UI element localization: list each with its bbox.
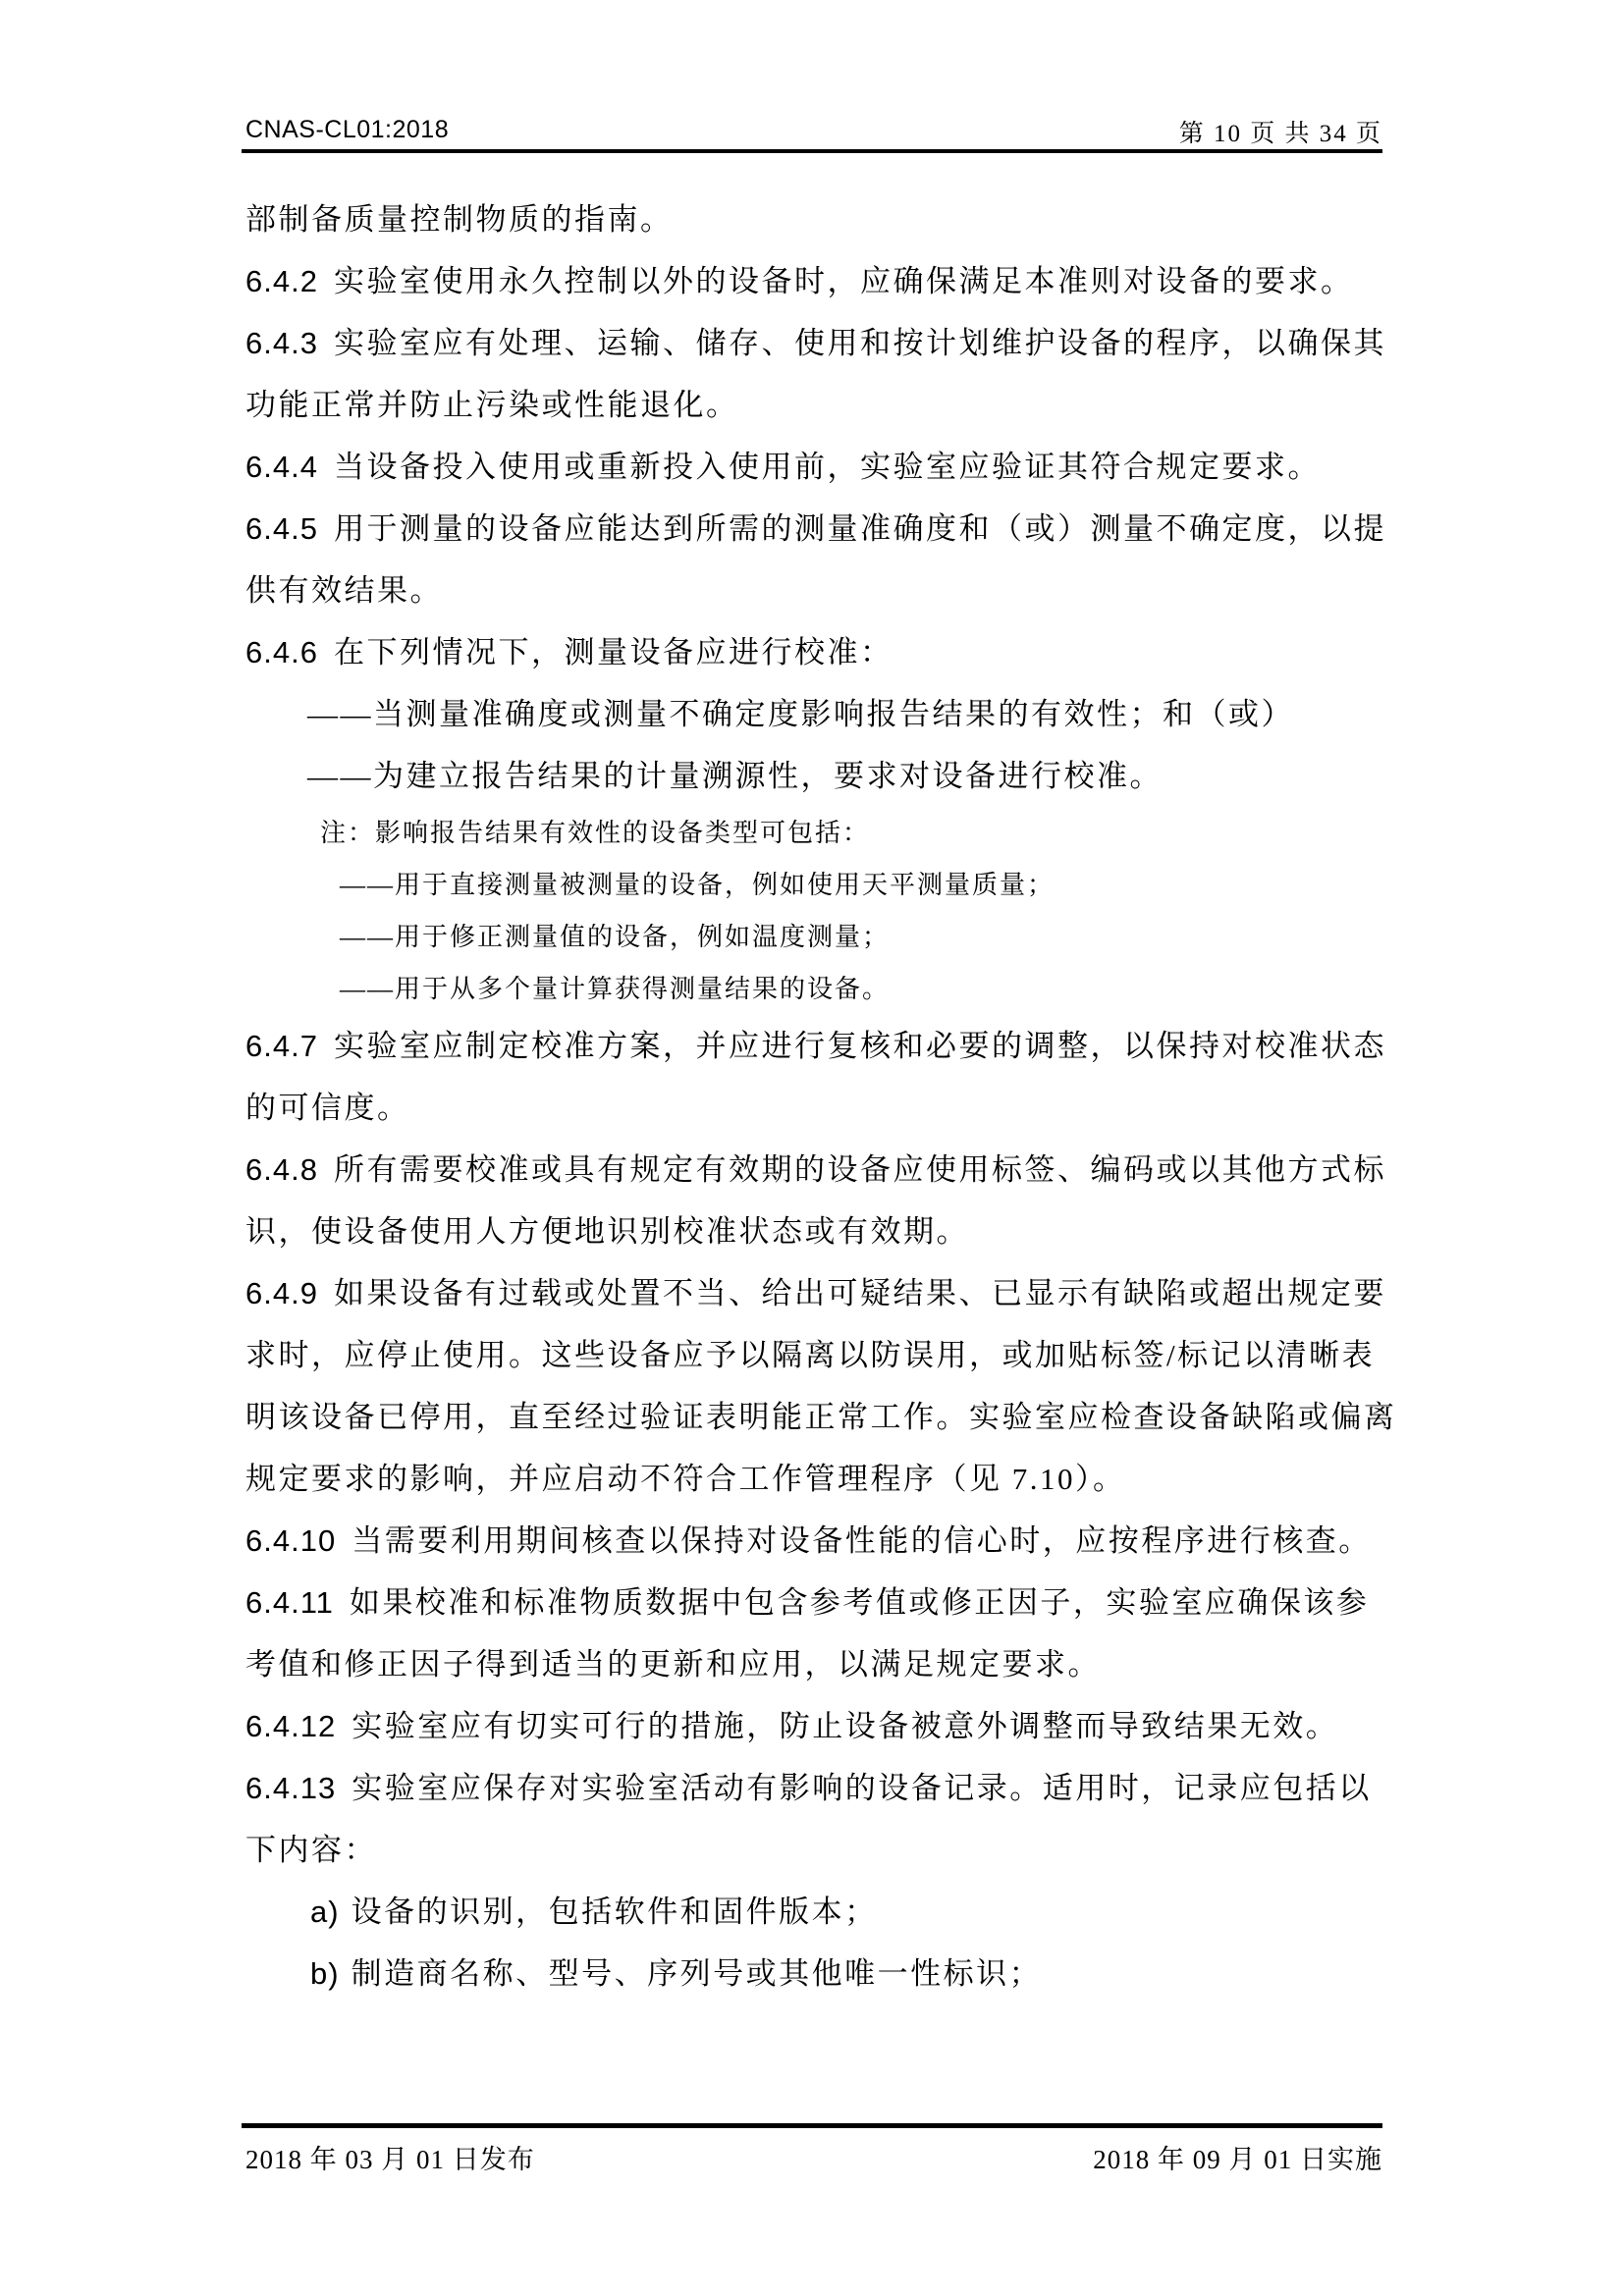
list-item-line xyxy=(245,1943,1388,2004)
line-text: 实验室应有处理、运输、储存、使用和按计划维护设备的程序，以确保其 xyxy=(333,326,1386,360)
note-dash-line xyxy=(245,911,1388,963)
line-text: 部制备质量控制物质的指南。 xyxy=(245,202,674,237)
line-text: 识，使设备使用人方便地识别校准状态或有效期。 xyxy=(245,1214,969,1249)
clause-line xyxy=(245,436,1388,498)
list-item-marker: b) xyxy=(310,1956,340,1991)
line-text: 求时，应停止使用。这些设备应予以隔离以防误用，或加贴标签/标记以清晰表 xyxy=(245,1338,1376,1372)
footer-implement-date: 2018 年 09 月 01 日实施 xyxy=(1093,2145,1382,2174)
note-dash-line xyxy=(245,963,1388,1015)
note-dash-line xyxy=(245,859,1388,911)
line-text: 用于测量的设备应能达到所需的测量准确度和（或）测量不确定度，以提 xyxy=(333,511,1386,546)
clause-number: 6.4.5 xyxy=(245,511,318,546)
line-text: 如果校准和标准物质数据中包含参考值或修正因子，实验室应确保该参 xyxy=(349,1585,1370,1620)
header-rule xyxy=(242,149,1382,153)
clause-number: 6.4.9 xyxy=(245,1276,318,1310)
note-line xyxy=(245,807,1388,859)
dash-item-line xyxy=(245,745,1388,807)
clause-number: 6.4.11 xyxy=(245,1585,334,1620)
header-doc-code: CNAS-CL01:2018 xyxy=(245,116,450,143)
line-text: 规定要求的影响，并应启动不符合工作管理程序（见 7.10）。 xyxy=(245,1462,1126,1496)
line-text: 如果设备有过载或处置不当、给出可疑结果、已显示有缺陷或超出规定要 xyxy=(333,1276,1386,1310)
dash-item-line xyxy=(245,683,1388,745)
clause-line xyxy=(245,312,1388,374)
clause-line xyxy=(245,1139,1388,1201)
line-text: 实验室应有切实可行的措施，防止设备被意外调整而导致结果无效。 xyxy=(352,1709,1339,1743)
line-text: ——为建立报告结果的计量溯源性，要求对设备进行校准。 xyxy=(307,759,1163,793)
text-line xyxy=(245,1633,1388,1695)
clause-number: 6.4.2 xyxy=(245,264,318,298)
list-item-marker: a) xyxy=(310,1895,340,1929)
text-line xyxy=(245,188,1388,250)
line-text: 注：影响报告结果有效性的设备类型可包括： xyxy=(320,819,871,847)
text-line xyxy=(245,1386,1397,1448)
line-text: 实验室应保存对实验室活动有影响的设备记录。适用时，记录应包括以 xyxy=(352,1771,1372,1805)
text-line xyxy=(245,1201,1388,1262)
line-text: ——用于直接测量被测量的设备，例如使用天平测量质量； xyxy=(340,871,1056,899)
clause-number: 6.4.13 xyxy=(245,1771,337,1805)
line-text: 所有需要校准或具有规定有效期的设备应使用标签、编码或以其他方式标 xyxy=(333,1152,1386,1187)
line-text: 设备的识别，包括软件和固件版本； xyxy=(351,1895,878,1929)
line-text: 当设备投入使用或重新投入使用前，实验室应验证其符合规定要求。 xyxy=(333,450,1321,484)
line-text: 功能正常并防止污染或性能退化。 xyxy=(245,388,739,422)
line-text: 实验室使用永久控制以外的设备时，应确保满足本准则对设备的要求。 xyxy=(333,264,1354,298)
line-text: 当需要利用期间核查以保持对设备性能的信心时，应按程序进行核查。 xyxy=(352,1523,1372,1558)
clause-line xyxy=(245,1015,1388,1077)
line-text: 实验室应制定校准方案，并应进行复核和必要的调整，以保持对校准状态 xyxy=(333,1029,1386,1063)
line-text: 下内容： xyxy=(245,1833,377,1867)
line-text: 考值和修正因子得到适当的更新和应用，以满足规定要求。 xyxy=(245,1647,1101,1682)
clause-line xyxy=(245,621,1388,683)
footer-release-date: 2018 年 03 月 01 日发布 xyxy=(245,2145,535,2174)
clause-number: 6.4.8 xyxy=(245,1152,318,1187)
clause-line xyxy=(245,1510,1388,1572)
text-line xyxy=(245,1077,1388,1139)
text-line xyxy=(245,1324,1388,1386)
list-item-line xyxy=(245,1881,1388,1943)
clause-line xyxy=(245,1757,1388,1819)
text-line xyxy=(245,1819,1388,1881)
line-text: 在下列情况下，测量设备应进行校准： xyxy=(333,635,893,669)
clause-line xyxy=(245,1695,1388,1757)
text-line xyxy=(245,560,1388,621)
clause-line xyxy=(245,250,1388,312)
clause-number: 6.4.12 xyxy=(245,1709,337,1743)
clause-line xyxy=(245,1262,1388,1324)
document-body xyxy=(245,188,1397,2004)
text-line xyxy=(245,1448,1388,1510)
clause-number: 6.4.6 xyxy=(245,635,318,669)
clause-number: 6.4.7 xyxy=(245,1029,318,1063)
header-page-info: 第 10 页 共 34 页 xyxy=(1178,121,1382,147)
line-text: 供有效结果。 xyxy=(245,573,443,608)
clause-number: 6.4.4 xyxy=(245,450,318,484)
clause-line xyxy=(245,498,1388,560)
text-line xyxy=(245,374,1388,436)
footer-rule xyxy=(242,2123,1382,2128)
line-text: ——用于从多个量计算获得测量结果的设备。 xyxy=(340,975,891,1003)
line-text: ——当测量准确度或测量不确定度影响报告结果的有效性；和（或） xyxy=(307,697,1294,731)
line-text: 的可信度。 xyxy=(245,1091,410,1125)
line-text: ——用于修正测量值的设备，例如温度测量； xyxy=(340,923,891,951)
line-text: 明该设备已停用，直至经过验证表明能正常工作。实验室应检查设备缺陷或偏离 xyxy=(245,1400,1397,1434)
clause-number: 6.4.10 xyxy=(245,1523,337,1558)
clause-line xyxy=(245,1572,1388,1633)
clause-number: 6.4.3 xyxy=(245,326,318,360)
line-text: 制造商名称、型号、序列号或其他唯一性标识； xyxy=(351,1956,1043,1991)
